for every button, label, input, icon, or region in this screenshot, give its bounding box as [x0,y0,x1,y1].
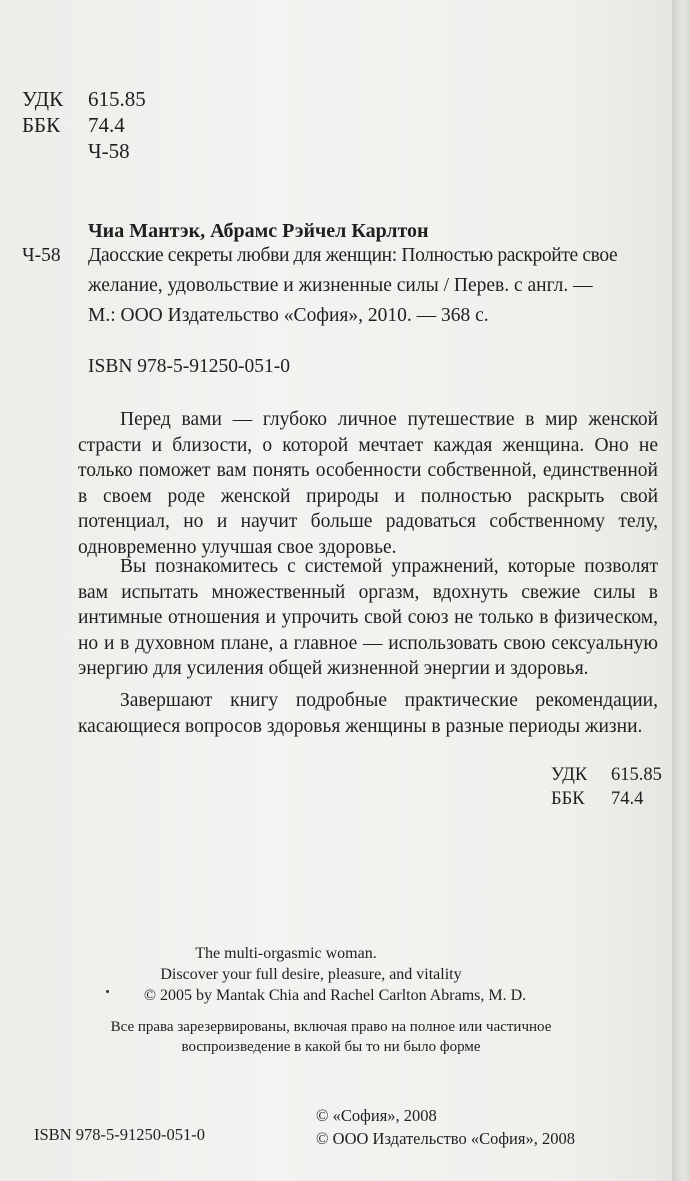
annotation-paragraph: Завершают книгу подробные практические рекомендации, касающиеся вопросов здоровья женщины в разные периоды жизни. [78,690,658,737]
bib-author-mark: Ч-58 [22,245,61,266]
bbk-label: ББК [22,113,61,137]
original-subtitle: Discover your full desire, pleasure, and vitality [160,966,462,983]
udk-row [22,86,146,112]
original-title: The multi-orgasmic woman. [195,945,377,962]
rights-line: Все права зарезервированы, включая право на полное или частичное [110,1019,552,1035]
show-through-decoration [282,130,378,157]
annotation-paragraph: Вы познакомитесь с системой упражнений, которые позволят вам испытать множественный оргазм, вдохнуть свежие силы в интимные отношения и упрочить свой союз не только в физическом, но и в духовном плане, а главное — использовать свою сексуальную энергию для усиления общей жизненной энергии и здоровья. [78,556,658,679]
bbk-label: ББК [551,789,585,809]
bib-line: М.: ООО Издательство «София», 2010. — 368 с. [88,305,489,326]
classification-block [22,86,146,164]
bib-line: желание, удовольствие и жизненные силы / Перев. с англ. — [88,275,593,296]
udk-label: УДК [551,765,588,785]
author-mark: Ч-58 [88,139,130,163]
bib-line: Даосские секреты любви для женщин: Полностью раскройте свое [88,245,618,266]
page-edge [672,0,690,1181]
copyright-publisher: © ООО Издательство «София», 2008 [316,1129,575,1148]
bbk-row [551,787,662,811]
author-line: Чиа Мантэк, Абрамс Рэйчел Карлтон [88,220,429,242]
udk-value: 615.85 [611,765,662,785]
original-copyright: © 2005 by Mantak Chia and Rachel Carlton Abrams, M. D. [143,987,527,1004]
rights-line: воспроизведение в какой бы то ни было форме [181,1039,481,1055]
speck-decoration [106,990,109,993]
copyright-sofia: © «София», 2008 [316,1106,437,1125]
bbk-row [22,112,146,138]
udk-value: 615.85 [88,87,146,111]
bbk-value: 74.4 [88,113,125,137]
udk-row [551,763,662,787]
isbn-footer: ISBN 978-5-91250-051-0 [34,1125,205,1144]
bbk-value: 74.4 [611,789,644,809]
udk-label: УДК [22,87,64,111]
annotation-paragraph: Перед вами — глубоко личное путешествие в мир женской страсти и близости, о которой мечтает каждая женщина. Оно не только поможет вам понять особенности собственной, единственной в своем роде женской природы и полностью раскрыть свой потенциал, но и научит больше радоваться собственному телу, одновременно улучшая свое здоровье. [78,409,658,558]
original-edition [0,943,672,1006]
rights-notice [0,1017,672,1057]
classification-block-bottom [551,763,662,811]
bib-description [88,241,617,331]
author-mark-row [22,138,146,164]
isbn-main: ISBN 978-5-91250-051-0 [88,356,291,377]
